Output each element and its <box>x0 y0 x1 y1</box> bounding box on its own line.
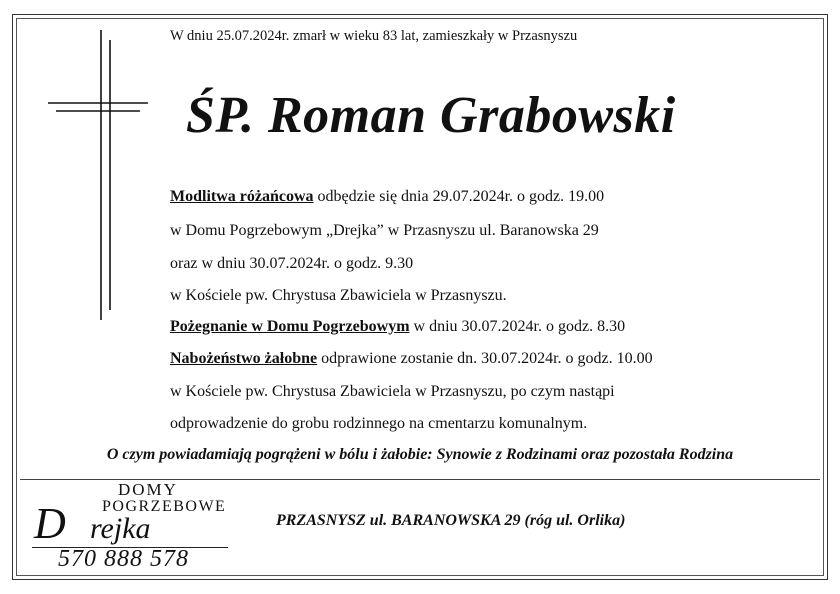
closing-line: O czym powiadamiają pogrążeni w bólu i żałobie: Synowie z Rodzinami oraz pozostała Rodzina <box>106 446 734 463</box>
detail-line-3: oraz w dniu 30.07.2024r. o godz. 9.30 <box>170 255 414 272</box>
death-notice-intro: W dniu 25.07.2024r. zmarł w wieku 83 lat, zamieszkały w Przasnyszu <box>170 28 578 44</box>
funeral-home-logo <box>30 480 240 575</box>
detail-line-6 <box>170 350 653 368</box>
phone-number: 570 888 578 <box>58 546 189 572</box>
farewell-heading: Pożegnanie w Domu Pogrzebowym <box>170 318 410 335</box>
logo-monogram: D <box>34 499 66 548</box>
logo-brand: rejka <box>90 512 151 545</box>
logo-domy: DOMY <box>118 480 178 499</box>
detail-line-4: w Kościele pw. Chrystusa Zbawiciela w Przasnyszu. <box>170 287 507 304</box>
farewell-text: w dniu 30.07.2024r. o godz. 8.30 <box>409 318 626 335</box>
cross-icon <box>48 30 148 320</box>
deceased-name: ŚP. Roman Grabowski <box>186 87 676 144</box>
detail-line-7: w Kościele pw. Chrystusa Zbawiciela w Przasnyszu, po czym nastąpi <box>170 383 615 400</box>
logo-pogrzebowe: POGRZEBOWE <box>102 498 227 515</box>
detail-line-2: w Domu Pogrzebowym „Drejka” w Przasnyszu ul. Baranowska 29 <box>170 222 599 239</box>
rosary-text: odbędzie się dnia 29.07.2024r. o godz. 19.00 <box>313 188 605 205</box>
detail-line-8: odprowadzenie do grobu rodzinnego na cmentarzu komunalnym. <box>170 415 588 432</box>
mass-heading: Nabożeństwo żałobne <box>170 350 318 367</box>
detail-line-5 <box>170 318 625 336</box>
mass-text: odprawione zostanie dn. 30.07.2024r. o godz. 10.00 <box>317 350 653 367</box>
detail-line-1 <box>170 188 604 206</box>
rosary-heading: Modlitwa różańcowa <box>170 188 314 205</box>
address: PRZASNYSZ ul. BARANOWSKA 29 (róg ul. Orlika) <box>276 512 626 529</box>
